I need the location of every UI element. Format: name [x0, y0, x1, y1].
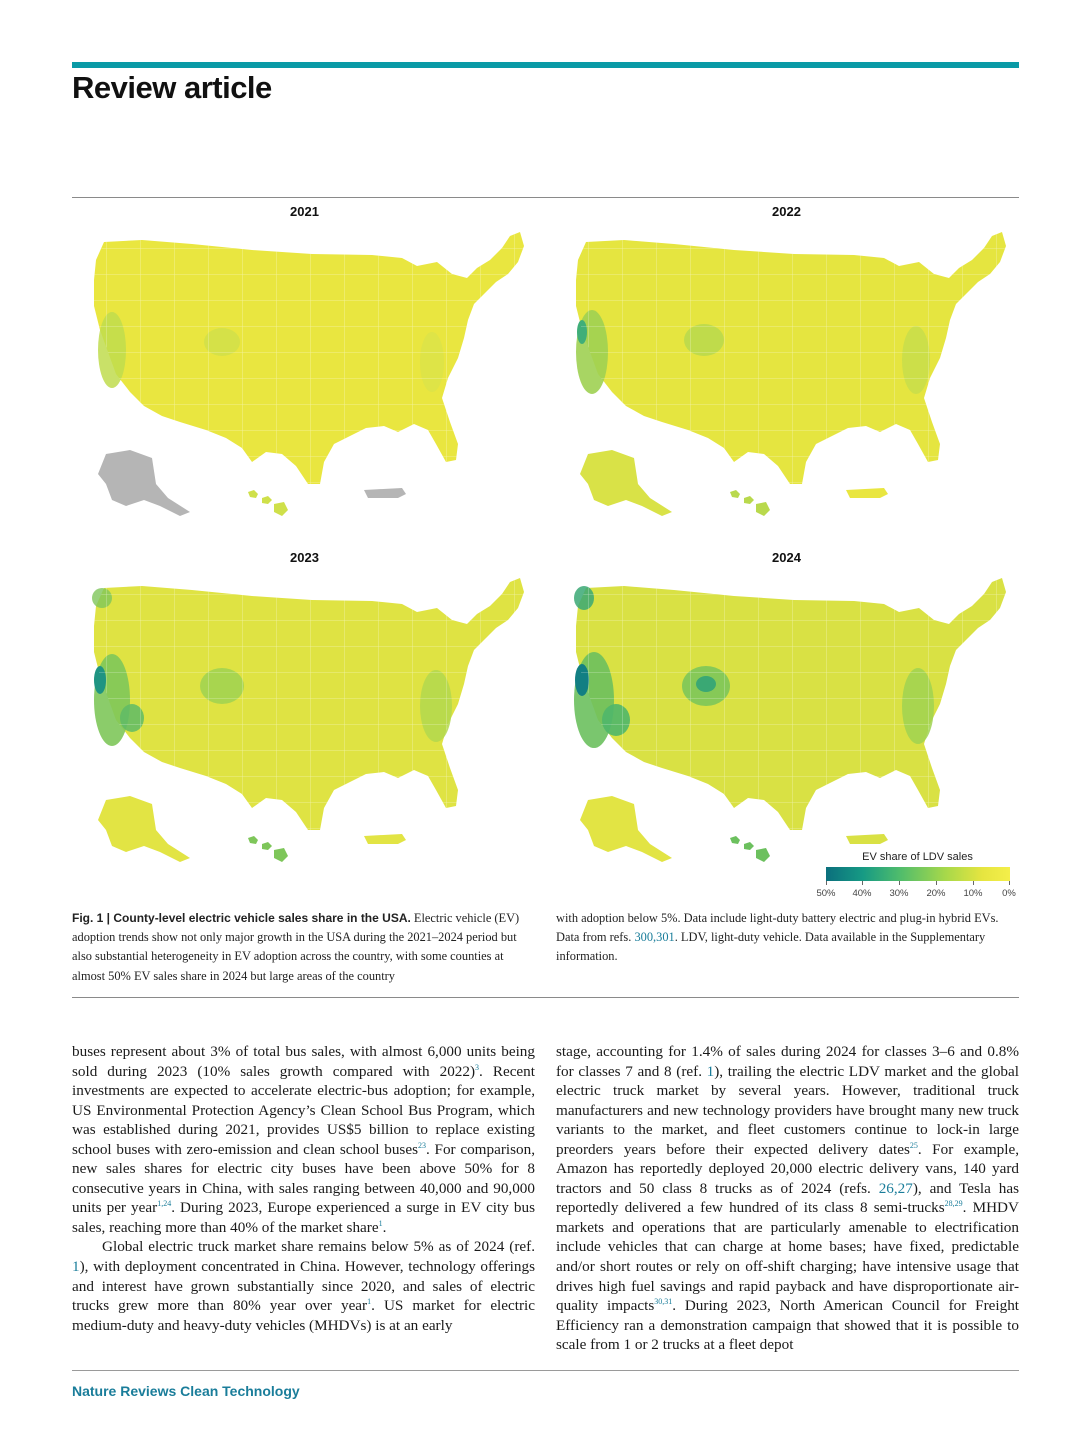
- us-county-map-2021: [72, 222, 537, 534]
- legend-color-bar: [826, 867, 1010, 881]
- body-text: ), with deployment concentrated in China. However, technology offerings and interest have grown substantially since 2020, and sales of electric trucks grew more than 80% year over year: [72, 1258, 535, 1315]
- legend-label: 40%: [852, 888, 872, 899]
- legend-label: 50%: [816, 888, 836, 899]
- caption-ref-link[interactable]: 300,301: [634, 930, 675, 945]
- citation-link[interactable]: 1: [378, 1218, 383, 1228]
- body-text: .: [382, 1218, 387, 1236]
- journal-name-footer: Nature Reviews Clean Technology: [72, 1383, 300, 1399]
- us-county-map-2023: [72, 568, 537, 880]
- map-year-label: 2022: [772, 204, 801, 219]
- map-year-label: 2024: [772, 550, 801, 565]
- caption-text: . LDV, light-duty vehicle. Data available in the Supplementary information.: [556, 930, 986, 964]
- figure-caption-right: [556, 909, 1019, 967]
- citation-link[interactable]: 1: [367, 1297, 372, 1307]
- citation-link[interactable]: 1,24: [157, 1199, 172, 1209]
- body-text: ), and Tesla has reportedly delivered a few hundred of its class 8 semi-trucks: [556, 1179, 1019, 1217]
- figure-caption-left: [72, 909, 534, 986]
- legend-ticks: [826, 881, 1010, 886]
- us-county-map-2022: [554, 222, 1019, 534]
- body-text: stage, accounting for 1.4% of sales during 2024 for classes 3–6 and 0.8% for classes 7 and 8 (ref.: [556, 1043, 1019, 1080]
- header-accent-rule: [72, 62, 1019, 68]
- map-legend: [816, 850, 1020, 905]
- caption-text: Electric vehicle (EV) adoption trends show not only major growth in the USA during the 2021–2024 period but also substantial heterogeneity in EV adoption across the country, with some counties at almost 50% EV sales share in 2024 but large areas of the country: [72, 911, 520, 983]
- body-text: buses represent about 3% of total bus sales, with almost 6,000 units being sold during 2023 (10% sales growth compared with 2022): [72, 1043, 535, 1080]
- figure-bottom-rule: [72, 997, 1019, 998]
- legend-label: 20%: [926, 888, 946, 899]
- us-county-map-2024: [554, 568, 1019, 880]
- legend-title: EV share of LDV sales: [862, 851, 973, 863]
- citation-link[interactable]: 3: [475, 1062, 480, 1072]
- citation-link[interactable]: 30,31: [654, 1297, 673, 1307]
- body-column-right: [556, 1042, 1019, 1355]
- body-paragraph: [72, 1042, 535, 1237]
- body-text: . For example, Amazon has reportedly deployed 20,000 electric delivery vans, 140 yard tractors and 50 class 8 trucks as of 2024 (refs.: [556, 1140, 1020, 1197]
- legend-label: 30%: [889, 888, 909, 899]
- body-column-left: [72, 1042, 535, 1335]
- figure-top-rule: [72, 197, 1019, 198]
- body-text: . US market for electric medium-duty and heavy-duty vehicles (MHDVs) is at an early: [72, 1297, 535, 1334]
- body-text: Global electric truck market share remains below 5% as of 2024 (ref.: [102, 1238, 535, 1256]
- citation-link[interactable]: 26,27: [878, 1179, 913, 1197]
- legend-label: 10%: [963, 888, 983, 899]
- map-year-label: 2021: [290, 204, 319, 219]
- citation-link[interactable]: 23: [418, 1140, 426, 1150]
- citation-link[interactable]: 28,29: [944, 1199, 963, 1209]
- section-label: Review article: [72, 70, 272, 105]
- body-text: . MHDV markets and operations that are particularly amenable to electrification include vehicles that can charge at home bases; have fixed, predictable and/or short routes or rely on off-shift charging; have intensive usage that drives high fuel savings and rapid payback and have disproportionate air-quality impacts: [556, 1199, 1019, 1315]
- legend-labels: [816, 888, 1020, 902]
- body-paragraph: [72, 1237, 535, 1335]
- map-panel-2021: [72, 204, 537, 534]
- body-paragraph: [556, 1042, 1019, 1355]
- legend-label: 0%: [1002, 888, 1016, 899]
- body-text: . Recent investments are expected to accelerate electric-bus adoption; for example, US Environmental Protection Agency’s Clean School Bus Program, which was established during 2021, provides US$5 billion to replace existing school buses with zero-emission and clean school buses: [72, 1062, 535, 1158]
- footer-rule: [72, 1370, 1019, 1371]
- map-panel-2023: [72, 550, 537, 880]
- caption-lead: Fig. 1 | County-level electric vehicle sales share in the USA.: [72, 911, 411, 925]
- map-panel-2024: [554, 550, 1019, 880]
- citation-link[interactable]: 25: [909, 1140, 918, 1150]
- caption-text: with adoption below 5%. Data include light-duty battery electric and plug-in hybrid EVs. Data from refs.: [556, 911, 999, 945]
- body-text: ), trailing the electric LDV market and the global electric truck market by several years. However, traditional truck manufacturers and new technology providers have brought many new truck variants to the market, and fleet customers continue to lock-in large preorders years before their expected delivery dates: [556, 1062, 1019, 1158]
- map-year-label: 2023: [290, 550, 319, 565]
- body-text: . During 2023, North American Council for Freight Efficiency ran a demonstration campaign that showed that it is possible to scale from 1 or 2 trucks at a fleet depot: [556, 1297, 1020, 1354]
- body-text: . During 2023, Europe experienced a surge in EV city bus sales, reaching more than 40% of the market share: [72, 1199, 536, 1236]
- map-panel-2022: [554, 204, 1019, 534]
- citation-link[interactable]: 1: [706, 1062, 715, 1080]
- citation-link[interactable]: 1: [72, 1258, 80, 1276]
- body-text: . For comparison, new sales shares for electric city buses have been above 50% for 8 consecutive years in China, with sales ranging between 40,000 and 90,000 units per year: [72, 1140, 535, 1217]
